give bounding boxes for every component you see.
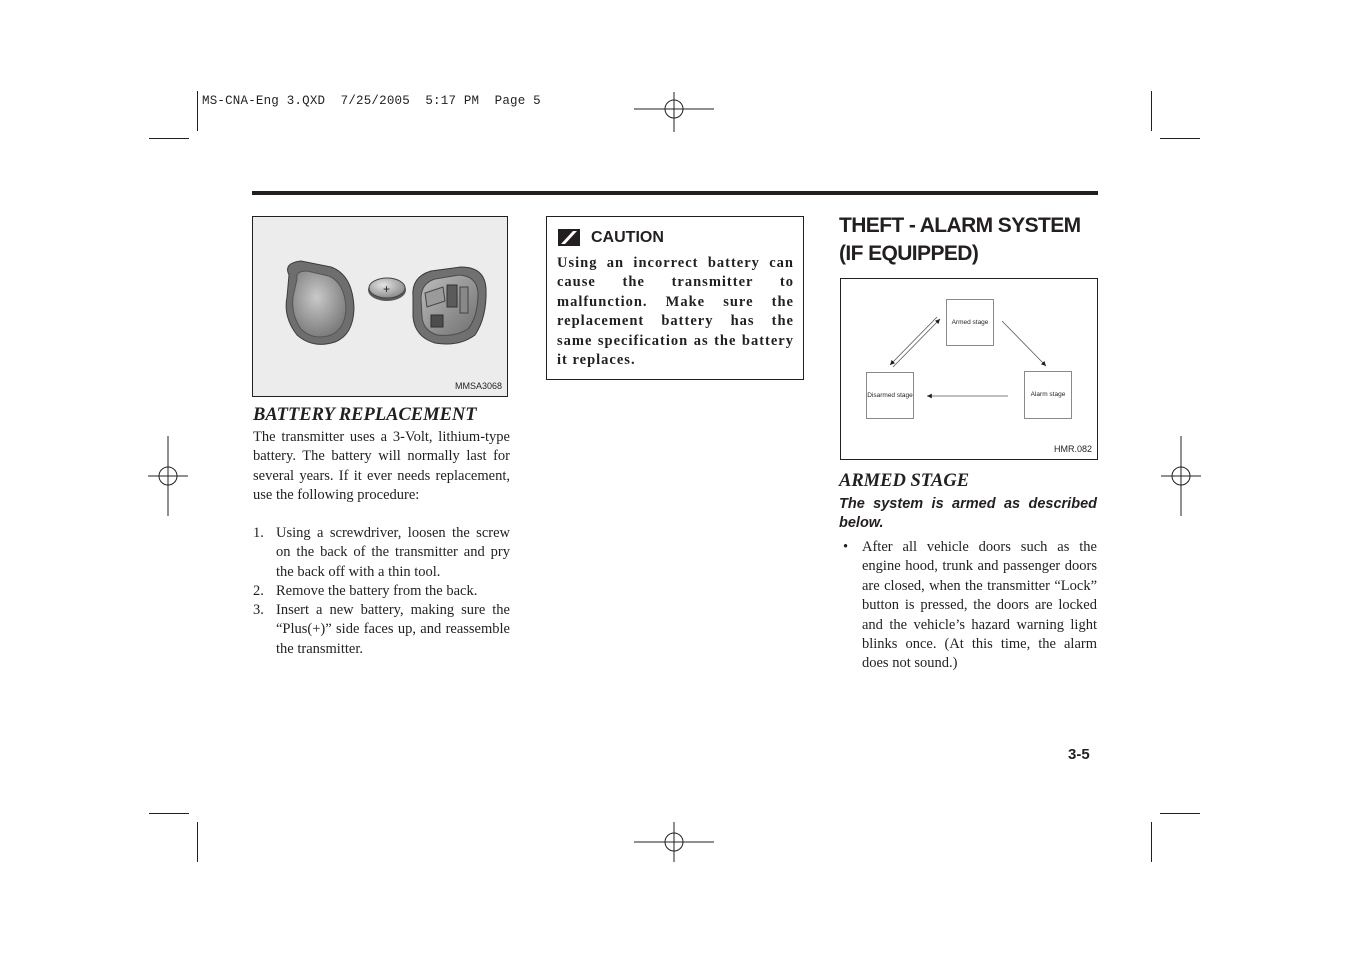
list-item (253, 582, 510, 601)
registration-mark-left (148, 436, 188, 516)
page-number: 3-5 (1068, 746, 1090, 763)
figure-code: MMSA3068 (454, 381, 502, 391)
list-item (253, 601, 510, 659)
alarm-stage-diagram (840, 278, 1098, 460)
registration-mark-top (634, 92, 714, 132)
caution-icon (558, 229, 580, 246)
step-number: 3. (253, 602, 264, 618)
crop-mark (197, 91, 198, 131)
bullet-dot: • (843, 539, 849, 555)
crop-mark (1160, 138, 1200, 139)
crop-mark (149, 813, 189, 814)
header-rule (252, 191, 1098, 195)
transmitter-illustration (253, 217, 507, 396)
crop-mark (149, 138, 189, 139)
crop-mark (1151, 822, 1152, 862)
crop-mark (197, 822, 198, 862)
alarm-stage-label: Alarm stage (1030, 391, 1066, 398)
print-slug: MS-CNA-Eng 3.QXD 7/25/2005 5:17 PM Page 5 (202, 94, 541, 108)
bullet-text: After all vehicle doors such as the engine hood, trunk and passenger doors are closed, when the transmitter “Lock” button is pressed, the doors are locked and the vehicle’s hazard warning light blinks once. (At this time, the alarm does not sound.) (862, 539, 1097, 672)
battery-figure (252, 216, 508, 397)
stage-arrows (841, 279, 1097, 459)
armed-stage-subtitle: The system is armed as described below. (839, 496, 1097, 532)
caution-box (546, 216, 804, 380)
caution-title: CAUTION (591, 229, 664, 246)
step-text: Remove the battery from the back. (276, 583, 478, 599)
caution-text: Using an incorrect battery can cause the transmitter to malfunction. Make sure the replacement battery has the same specification as the battery it replaces. (557, 255, 794, 369)
list-item (839, 538, 1097, 674)
step-number: 2. (253, 583, 264, 599)
step-text: Insert a new battery, making sure the “Plus(+)” side faces up, and reassemble the transmitter. (276, 602, 510, 657)
registration-mark-bottom (634, 822, 714, 862)
armed-stage-label: Armed stage (951, 318, 989, 326)
list-item (253, 524, 510, 582)
figure-code: HMR.082 (1053, 444, 1092, 454)
disarmed-stage-label: Disarmed stage (867, 391, 913, 399)
battery-heading: BATTERY REPLACEMENT (253, 405, 477, 425)
crop-mark (1151, 91, 1152, 131)
registration-mark-right (1161, 436, 1201, 516)
crop-mark (1160, 813, 1200, 814)
page-title: THEFT - ALARM SYSTEM (IF EQUIPPED) (839, 214, 1081, 265)
battery-intro: The transmitter uses a 3-Volt, lithium-type battery. The battery will normally last for several years. If it ever needs replacement, use the following procedure: (253, 429, 510, 504)
svg-text:+: + (383, 282, 391, 296)
step-text: Using a screwdriver, loosen the screw on the back of the transmitter and pry the back off with a thin tool. (276, 525, 510, 580)
step-number: 1. (253, 525, 264, 541)
armed-stage-heading: ARMED STAGE (839, 471, 970, 491)
